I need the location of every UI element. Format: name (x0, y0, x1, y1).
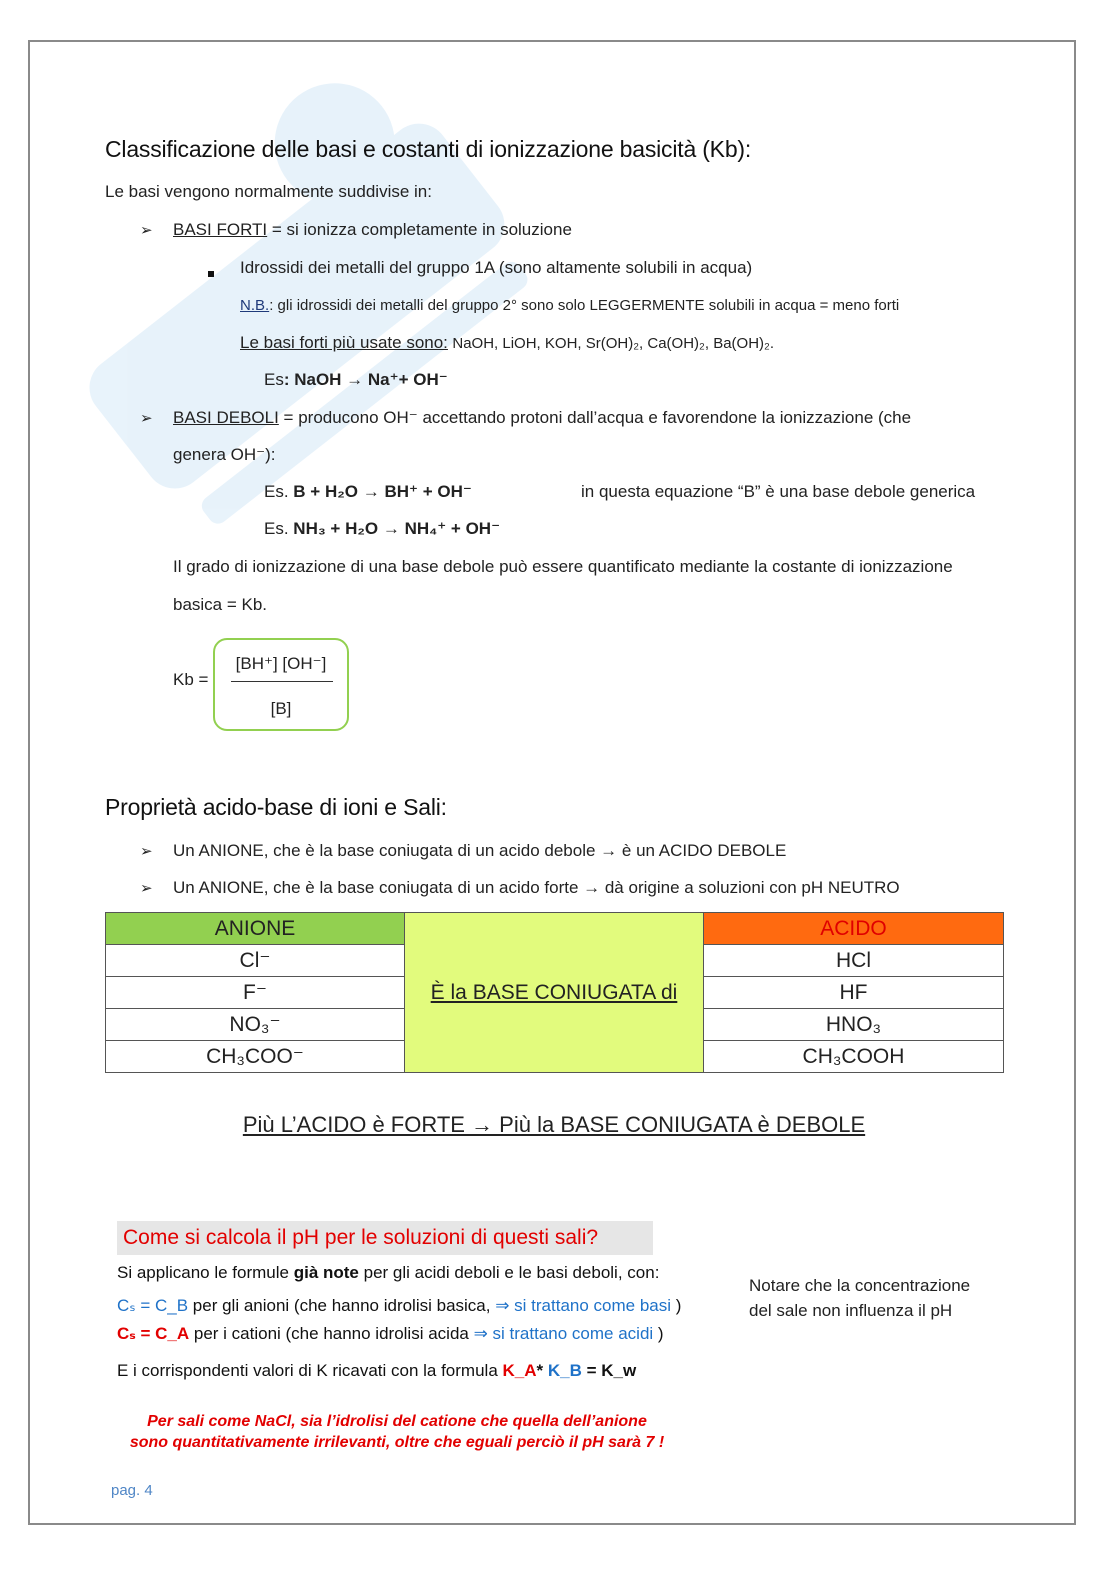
k-a: K_A (502, 1361, 537, 1380)
nb-text: : gli idrossidi dei metalli del gruppo 2° sono solo LEGGERMENTE solubili in acqua = meno forti (269, 297, 900, 314)
k-line-text: E i corrispondenti valori di K ricavati con la formula (117, 1361, 503, 1380)
panel-line-anions (117, 1296, 681, 1316)
panel-line1-post: per gli acidi deboli e le basi deboli, con: (358, 1263, 660, 1282)
cation-link: ⇒ si trattano come acidi (473, 1324, 654, 1343)
table-row (106, 913, 1004, 945)
weak-example-2-formula: NH₃ + H₂O → NH₄⁺ + OH⁻ (293, 519, 501, 538)
weak-example-1 (264, 482, 472, 502)
square-bullet-icon (208, 264, 214, 282)
anion-weak-bullet: Un ANIONE, che è la base coniugata di un acido debole → è un ACIDO DEBOLE (173, 841, 787, 860)
acid-cell: HF (704, 977, 1004, 1009)
page-number: pag. 4 (111, 1482, 153, 1499)
strong-example-formula: : NaOH → Na⁺+ OH⁻ (283, 370, 448, 389)
arrow-bullet-icon: ➢ (140, 410, 153, 427)
panel-line1-bold: già note (293, 1263, 359, 1282)
cation-equation: Cₛ = C_A (117, 1324, 190, 1343)
cation-text: per i cationi (che hanno idrolisi acida (189, 1324, 474, 1343)
common-bases-list: NaOH, LiOH, KOH, Sr(OH)₂, Ca(OH)₂, Ba(OH)₂. (452, 335, 775, 352)
side-note-1: Notare che la concentrazione (749, 1276, 971, 1295)
kb-numerator: [BH⁺] [OH⁻] (235, 654, 327, 673)
anion-strong-bullet: Un ANIONE, che è la base coniugata di un acido forte → dà origine a soluzioni con pH NEUTRO (173, 878, 900, 897)
acid-cell: CH₃COOH (704, 1041, 1004, 1073)
arrow-bullet-icon: ➢ (140, 843, 153, 860)
kb-fraction-line (231, 681, 333, 682)
ionization-degree-text: Il grado di ionizzazione di una base debole può essere quantificato mediante la costante di ionizzazione (173, 557, 953, 576)
anion-link: ⇒ si trattano come basi (495, 1296, 672, 1315)
anion-equation: Cₛ = C_B (117, 1296, 189, 1315)
conjugate-base-cell (405, 913, 704, 1073)
acid-base-rule: Più L’ACIDO è FORTE → Più la BASE CONIUGATA è DEBOLE (242, 1112, 866, 1137)
nb-line (240, 297, 899, 314)
acid-header: ACIDO (704, 913, 1004, 945)
acid-cell: HCl (704, 945, 1004, 977)
anion-cell: NO₃⁻ (106, 1009, 405, 1041)
weak-bases-label: BASI DEBOLI (173, 408, 279, 427)
conjugate-base-text: È la BASE CONIUGATA di (430, 980, 678, 1004)
weak-bases-desc-cont: genera OH⁻): (173, 445, 276, 464)
anion-acid-table (105, 912, 1004, 1073)
ph-calculation-panel (107, 1213, 747, 1473)
weak-bases-desc: = producono OH⁻ accettando protoni dall’acqua e favorendone la ionizzazione (che (278, 408, 912, 427)
common-bases-label: Le basi forti più usate sono: (240, 333, 448, 352)
acid-cell: HNO₃ (704, 1009, 1004, 1041)
nacl-note-1: Per sali come NaCl, sia l’idrolisi del catione che quella dell’anione (147, 1413, 647, 1430)
panel-line-formulas (117, 1263, 659, 1283)
anion-close: ) (671, 1296, 682, 1315)
weak-example-1-formula: B + H₂O → BH⁺ + OH⁻ (293, 482, 472, 501)
cation-close: ) (653, 1324, 664, 1343)
kb-lhs: Kb = (173, 670, 209, 689)
weak-example-1-note: in questa equazione “B” è una base debole generica (581, 482, 976, 501)
weak-example-2 (264, 519, 500, 539)
nb-label: N.B. (240, 297, 270, 314)
weak-bases-line (173, 408, 1003, 428)
anion-cell: CH₃COO⁻ (106, 1041, 405, 1073)
section-title-ioni: Proprietà acido-base di ioni e Sali: (105, 794, 447, 820)
strong-bases-label: BASI FORTI (173, 220, 268, 239)
ionization-degree-text-cont: basica = Kb. (173, 595, 268, 614)
weak-example-1-prefix: Es. (264, 482, 289, 501)
weak-example-2-prefix: Es. (264, 519, 289, 538)
panel-line1-pre: Si applicano le formule (117, 1263, 294, 1282)
intro-text: Le basi vengono normalmente suddivise in: (105, 182, 432, 201)
common-bases-line (240, 333, 774, 353)
anion-cell: F⁻ (106, 977, 405, 1009)
kb-denominator: [B] (270, 699, 292, 718)
anion-header: ANIONE (106, 913, 405, 945)
group1a-item: Idrossidi dei metalli del gruppo 1A (sono altamente solubili in acqua) (240, 258, 753, 277)
section-title-basi: Classificazione delle basi e costanti di ionizzazione basicità (Kb): (105, 136, 752, 162)
strong-bases-line (173, 220, 572, 240)
k-w: = K_w (581, 1361, 637, 1380)
anion-cell: Cl⁻ (106, 945, 405, 977)
strong-example-prefix: Es (264, 370, 284, 389)
arrow-bullet-icon: ➢ (140, 222, 153, 239)
side-note-2: del sale non influenza il pH (749, 1301, 953, 1320)
anion-text: per gli anioni (che hanno idrolisi basica, (188, 1296, 496, 1315)
panel-line-cations (117, 1324, 664, 1344)
nacl-note-2: sono quantitativamente irrilevanti, oltre che eguali perciò il pH sarà 7 ! (129, 1434, 665, 1451)
panel-line-k (117, 1361, 636, 1381)
strong-example (264, 370, 448, 390)
k-b: K_B (547, 1361, 582, 1380)
k-star: * (536, 1361, 548, 1380)
strong-bases-desc: = si ionizza completamente in soluzione (267, 220, 572, 239)
panel-title: Come si calcola il pH per le soluzioni di questi sali? (117, 1221, 653, 1255)
arrow-bullet-icon: ➢ (140, 880, 153, 897)
